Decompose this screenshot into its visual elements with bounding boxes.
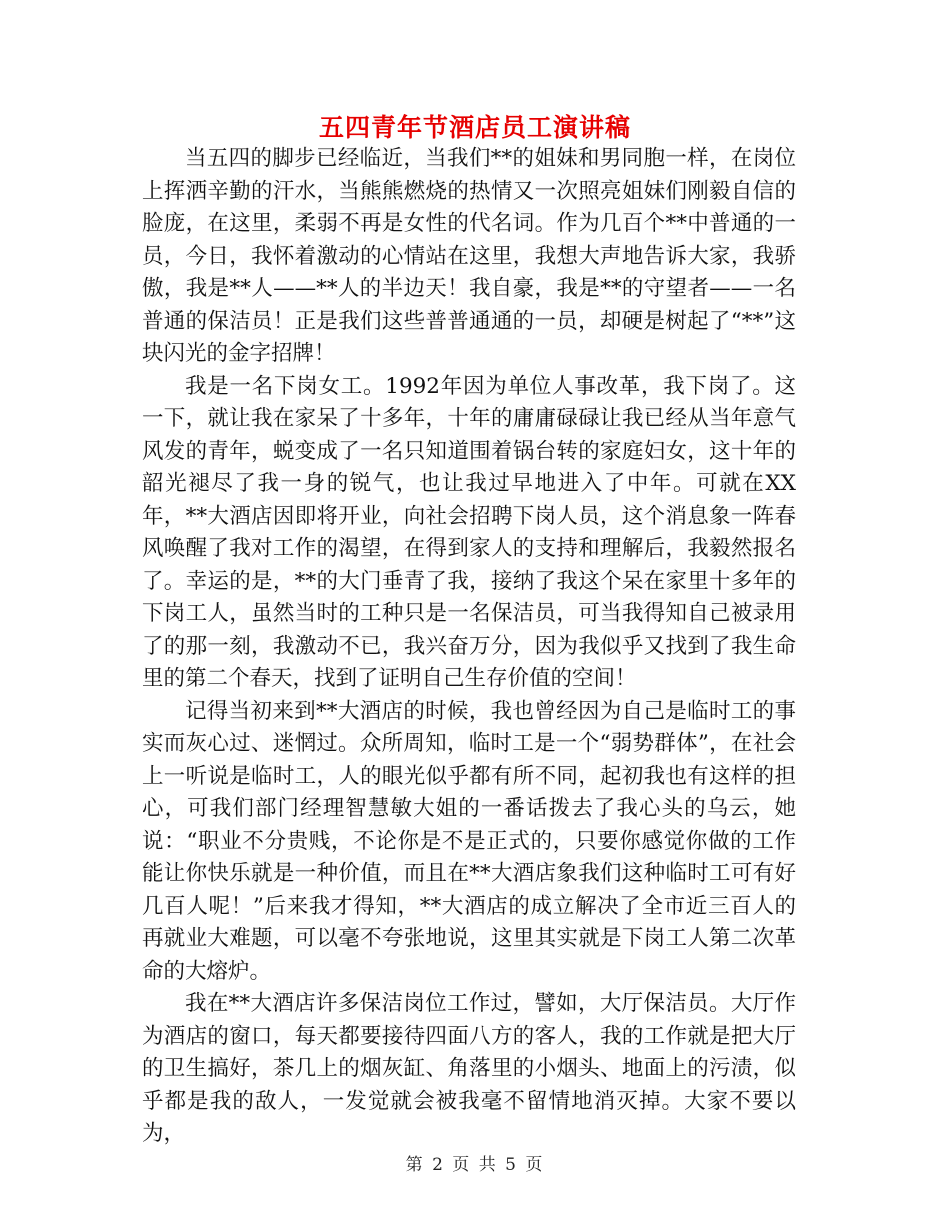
- paragraph-1: 当五四的脚步已经临近，当我们**的姐妹和男同胞一样，在岗位上挥洒辛勤的汗水，当熊熊燃烧的热情又一次照亮姐妹们刚毅自信的脸庞，在这里，柔弱不再是女性的代名词。作为几百个**中普通的一员，今日，我怀着激动的心情站在这里，我想大声地告诉大家，我骄傲，我是**人——**人的半边天！我自豪，我是**的守望者——一名普通的保洁员！正是我们这些普普通通的一员，却硬是树起了“**”这块闪光的金字招牌！: [142, 146, 796, 366]
- paragraph-2: 我是一名下岗女工。1992年因为单位人事改革，我下岗了。这一下，就让我在家呆了十多年，十年的庸庸碌碌让我已经从当年意气风发的青年，蜕变成了一名只知道围着锅台转的家庭妇女，这十年的韶光褪尽了我一身的锐气，也让我过早地进入了中年。可就在XX年，**大酒店因即将开业，向社会招聘下岗人员，这个消息象一阵春风唤醒了我对工作的渴望，在得到家人的支持和理解后，我毅然报名了。幸运的是，**的大门垂青了我，接纳了我这个呆在家里十多年的下岗工人，虽然当时的工种只是一名保洁员，可当我得知自己被录用了的那一刻，我激动不已，我兴奋万分，因为我似乎又找到了我生命里的第二个春天，找到了证明自己生存价值的空间！: [142, 373, 796, 691]
- paragraph-3: 记得当初来到**大酒店的时候，我也曾经因为自己是临时工的事实而灰心过、迷惘过。众所周知，临时工是一个“弱势群体”，在社会上一听说是临时工，人的眼光似乎都有所不同，起初我也有这样的担心，可我们部门经理智慧敏大姐的一番话拨去了我心头的乌云，她说：“职业不分贵贱，不论你是不是正式的，只要你感觉你做的工作能让你快乐就是一种价值，而且在**大酒店象我们这种临时工可有好几百人呢！”后来我才得知，**大酒店的成立解决了全市近三百人的再就业大难题，可以毫不夸张地说，这里其实就是下岗工人第二次革命的大熔炉。: [142, 698, 796, 984]
- document-body: [142, 143, 796, 1151]
- page-number-footer: 第 2 页 共 5 页: [405, 1155, 545, 1175]
- paragraph-4: 我在**大酒店许多保洁岗位工作过，譬如，大厅保洁员。大厅作为酒店的窗口，每天都要接待四面八方的客人，我的工作就是把大厅的卫生搞好，茶几上的烟灰缸、角落里的小烟头、地面上的污渍，似乎都是我的敌人，一发觉就会被我毫不留情地消灭掉。大家不要以为，: [142, 991, 796, 1146]
- document-title: 五四青年节酒店员工演讲稿: [318, 113, 631, 142]
